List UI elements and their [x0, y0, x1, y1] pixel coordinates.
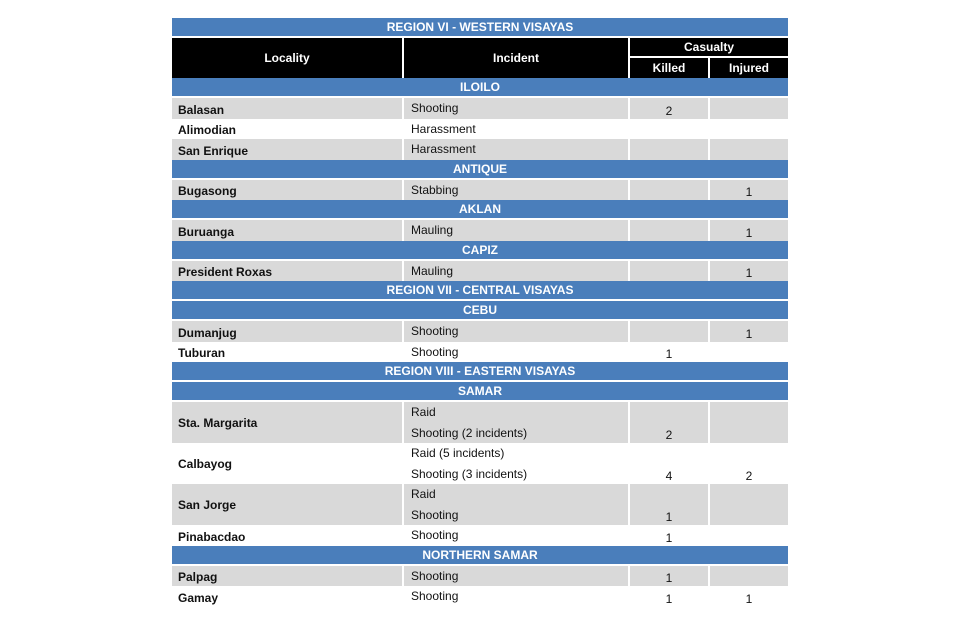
- killed-cell: [630, 119, 710, 140]
- table-row: [172, 220, 788, 241]
- incident-cell: Shooting: [404, 98, 630, 119]
- section-band: REGION VII - CENTRAL VISAYAS: [172, 281, 788, 301]
- incident-cell: Raid (5 incidents): [404, 443, 630, 464]
- casualty-table: [172, 18, 788, 607]
- incident-cell: Shooting: [404, 321, 630, 342]
- section-band: ILOILO: [172, 78, 788, 98]
- section-band: SAMAR: [172, 382, 788, 402]
- incident-cell: Harassment: [404, 139, 630, 160]
- killed-cell: [630, 402, 710, 423]
- killed-cell: 1: [630, 586, 710, 607]
- locality-cell: Palpag: [172, 566, 404, 587]
- injured-cell: [710, 139, 788, 160]
- table-header: [172, 38, 788, 78]
- locality-cell: President Roxas: [172, 261, 404, 282]
- injured-cell: 1: [710, 261, 788, 282]
- locality-cell: Gamay: [172, 586, 404, 607]
- header-locality: Locality: [172, 38, 404, 78]
- injured-cell: [710, 98, 788, 119]
- incident-cell: Harassment: [404, 119, 630, 140]
- table-row: [172, 402, 788, 443]
- killed-cell: 1: [630, 342, 710, 363]
- locality-cell: San Jorge: [172, 484, 404, 525]
- killed-cell: [630, 443, 710, 464]
- killed-cell: 2: [630, 98, 710, 119]
- header-killed: Killed: [630, 58, 710, 78]
- header-incident: Incident: [404, 38, 630, 78]
- table-row: [172, 98, 788, 119]
- incident-cell: Mauling: [404, 261, 630, 282]
- injured-cell: [710, 443, 788, 464]
- section-band: CEBU: [172, 301, 788, 321]
- killed-cell: 1: [630, 566, 710, 587]
- killed-cell: [630, 321, 710, 342]
- table-body: [172, 78, 788, 607]
- injured-cell: [710, 342, 788, 363]
- injured-cell: [710, 119, 788, 140]
- locality-cell: Balasan: [172, 98, 404, 119]
- incident-cell: Raid: [404, 484, 630, 505]
- table-row: [172, 566, 788, 587]
- killed-cell: 2: [630, 423, 710, 444]
- injured-cell: [710, 484, 788, 505]
- table-row: [172, 443, 788, 484]
- incident-cell: Shooting: [404, 342, 630, 363]
- locality-cell: Sta. Margarita: [172, 402, 404, 443]
- table-row: [172, 586, 788, 607]
- killed-cell: [630, 180, 710, 201]
- killed-cell: [630, 484, 710, 505]
- incident-cell: Shooting: [404, 566, 630, 587]
- killed-cell: [630, 261, 710, 282]
- injured-cell: 1: [710, 180, 788, 201]
- injured-cell: [710, 402, 788, 423]
- injured-cell: 1: [710, 321, 788, 342]
- incident-cell: Mauling: [404, 220, 630, 241]
- injured-cell: 1: [710, 586, 788, 607]
- section-band: CAPIZ: [172, 241, 788, 261]
- injured-cell: [710, 423, 788, 444]
- incident-cell: Shooting (3 incidents): [404, 464, 630, 485]
- table-row: [172, 484, 788, 525]
- table-row: [172, 342, 788, 363]
- incident-cell: Shooting (2 incidents): [404, 423, 630, 444]
- locality-cell: Bugasong: [172, 180, 404, 201]
- killed-cell: 4: [630, 464, 710, 485]
- killed-cell: 1: [630, 505, 710, 526]
- table-row: [172, 180, 788, 201]
- incident-cell: Shooting: [404, 505, 630, 526]
- locality-cell: Alimodian: [172, 119, 404, 140]
- section-band: NORTHERN SAMAR: [172, 546, 788, 566]
- incident-cell: Stabbing: [404, 180, 630, 201]
- locality-cell: Buruanga: [172, 220, 404, 241]
- injured-cell: 1: [710, 220, 788, 241]
- locality-cell: Tuburan: [172, 342, 404, 363]
- section-band: ANTIQUE: [172, 160, 788, 180]
- injured-cell: 2: [710, 464, 788, 485]
- table-row: [172, 139, 788, 160]
- section-band: AKLAN: [172, 200, 788, 220]
- locality-cell: Dumanjug: [172, 321, 404, 342]
- header-casualty: Casualty: [630, 38, 788, 58]
- header-injured: Injured: [710, 58, 788, 78]
- killed-cell: 1: [630, 525, 710, 546]
- table-row: [172, 119, 788, 140]
- locality-cell: Calbayog: [172, 443, 404, 484]
- killed-cell: [630, 139, 710, 160]
- table-row: [172, 525, 788, 546]
- region-title: REGION VI - WESTERN VISAYAS: [172, 18, 788, 38]
- incident-cell: Shooting: [404, 586, 630, 607]
- section-band: REGION VIII - EASTERN VISAYAS: [172, 362, 788, 382]
- killed-cell: [630, 220, 710, 241]
- table-row: [172, 261, 788, 282]
- incident-cell: Shooting: [404, 525, 630, 546]
- injured-cell: [710, 566, 788, 587]
- incident-cell: Raid: [404, 402, 630, 423]
- table-row: [172, 321, 788, 342]
- injured-cell: [710, 525, 788, 546]
- locality-cell: Pinabacdao: [172, 525, 404, 546]
- locality-cell: San Enrique: [172, 139, 404, 160]
- injured-cell: [710, 505, 788, 526]
